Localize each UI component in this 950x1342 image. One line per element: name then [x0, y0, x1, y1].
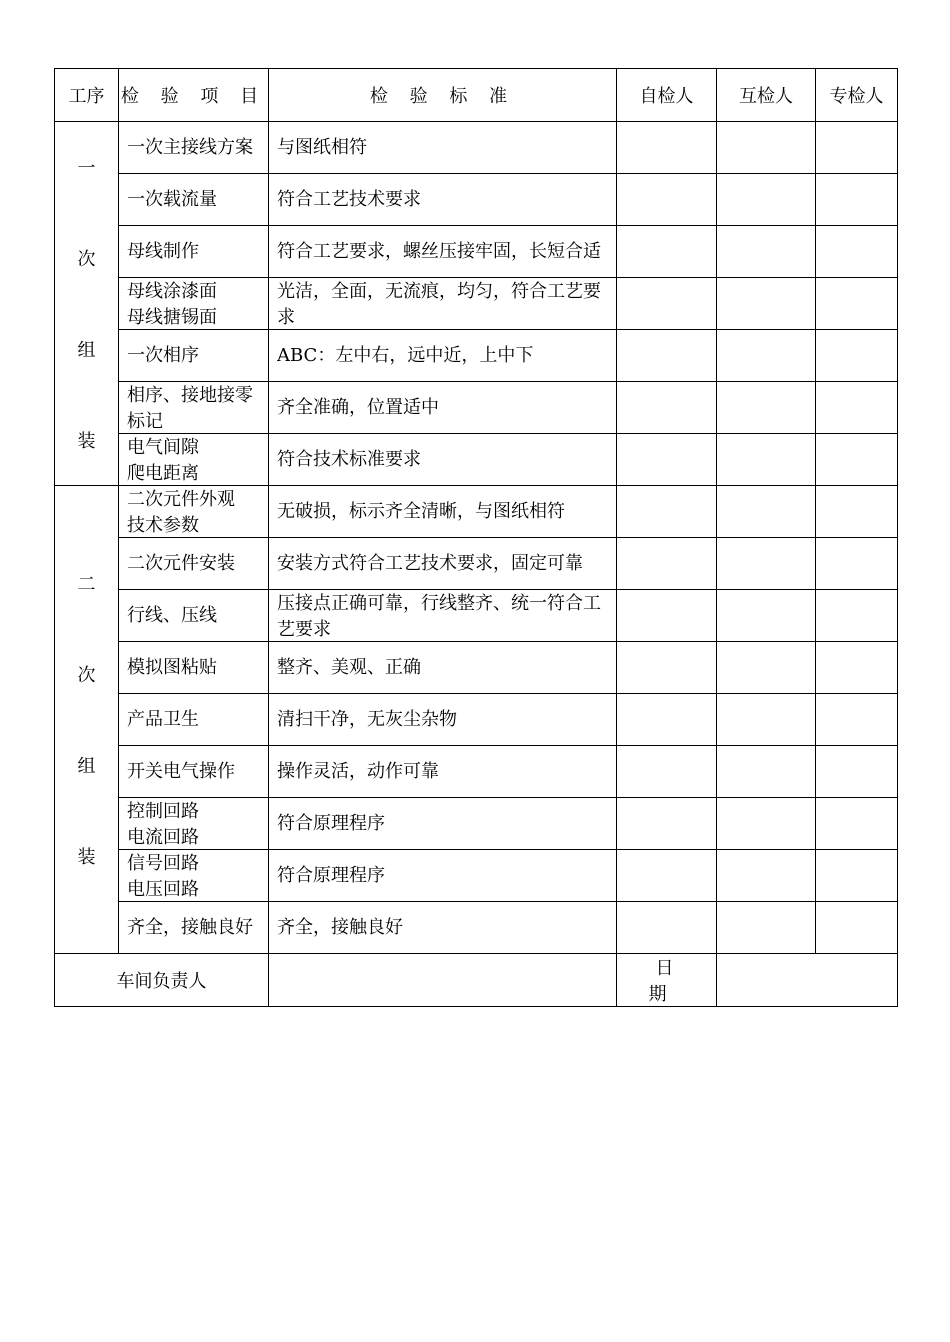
inspection-item-text: 母线制作	[127, 240, 199, 262]
process-label-char: 一	[77, 157, 96, 179]
inspection-standard-text: ABC：左中右，远中近，上中下	[277, 344, 534, 366]
self-check-cell[interactable]	[617, 226, 717, 278]
header-item: 检 验 项 目	[119, 69, 269, 122]
self-check-cell[interactable]	[617, 486, 717, 538]
inspection-item-text: 行线、压线	[127, 604, 217, 626]
mutual-check-cell[interactable]	[717, 850, 816, 902]
mutual-check-cell[interactable]	[717, 746, 816, 798]
inspection-standard	[269, 798, 617, 850]
self-check-cell[interactable]	[617, 694, 717, 746]
inspection-item	[119, 746, 269, 798]
self-check-cell[interactable]	[617, 278, 717, 330]
mutual-check-cell[interactable]	[717, 538, 816, 590]
inspection-item-text: 齐全，接触良好	[127, 916, 253, 938]
header-row	[55, 69, 898, 122]
inspection-standard	[269, 486, 617, 538]
inspection-standard	[269, 850, 617, 902]
inspection-item-text: 控制回路 电流回路	[127, 800, 199, 848]
special-check-cell[interactable]	[816, 434, 898, 486]
process-label-char: 二	[77, 573, 96, 595]
special-check-cell[interactable]	[816, 902, 898, 954]
special-check-cell[interactable]	[816, 850, 898, 902]
special-check-cell[interactable]	[816, 746, 898, 798]
table-row	[55, 590, 898, 642]
table-row	[55, 850, 898, 902]
table-row	[55, 278, 898, 330]
inspection-item	[119, 486, 269, 538]
inspection-item-text: 模拟图粘贴	[127, 656, 217, 678]
mutual-check-cell[interactable]	[717, 434, 816, 486]
table-row	[55, 642, 898, 694]
mutual-check-cell[interactable]	[717, 486, 816, 538]
mutual-check-cell[interactable]	[717, 122, 816, 174]
mutual-check-cell[interactable]	[717, 382, 816, 434]
process-group-label	[55, 122, 119, 486]
inspection-item-text: 二次元件外观 技术参数	[127, 488, 235, 536]
mutual-check-cell[interactable]	[717, 902, 816, 954]
inspection-item	[119, 330, 269, 382]
mutual-check-cell[interactable]	[717, 278, 816, 330]
inspection-item-text: 电气间隙 爬电距离	[127, 436, 199, 484]
inspection-item	[119, 642, 269, 694]
inspection-item	[119, 902, 269, 954]
inspection-table	[54, 68, 898, 1007]
table-row	[55, 798, 898, 850]
inspection-standard-text: 压接点正确可靠，行线整齐、统一符合工艺要求	[277, 592, 601, 640]
special-check-cell[interactable]	[816, 278, 898, 330]
date-label: 日 期	[617, 954, 717, 1007]
inspection-item-text: 相序、接地接零标记	[127, 384, 253, 432]
header-standard: 检 验 标 准	[269, 69, 617, 122]
self-check-cell[interactable]	[617, 174, 717, 226]
self-check-cell[interactable]	[617, 590, 717, 642]
inspection-standard	[269, 434, 617, 486]
header-self-check: 自检人	[617, 69, 717, 122]
inspection-standard-text: 安装方式符合工艺技术要求，固定可靠	[277, 552, 583, 574]
inspection-standard	[269, 330, 617, 382]
inspection-item-text: 母线涂漆面 母线搪锡面	[127, 280, 217, 328]
inspection-item-text: 信号回路 电压回路	[127, 852, 199, 900]
mutual-check-cell[interactable]	[717, 330, 816, 382]
inspection-standard-text: 无破损，标示齐全清晰，与图纸相符	[277, 500, 565, 522]
inspection-standard-text: 光洁，全面，无流痕，均匀，符合工艺要求	[277, 280, 601, 328]
inspection-standard	[269, 226, 617, 278]
inspection-standard	[269, 278, 617, 330]
inspection-standard-text: 齐全，接触良好	[277, 916, 403, 938]
table-row	[55, 174, 898, 226]
inspection-item-text: 一次载流量	[127, 188, 217, 210]
mutual-check-cell[interactable]	[717, 798, 816, 850]
mutual-check-cell[interactable]	[717, 174, 816, 226]
inspection-item	[119, 850, 269, 902]
process-label-char: 组	[77, 340, 96, 362]
self-check-cell[interactable]	[617, 538, 717, 590]
header-special-check: 专检人	[816, 69, 898, 122]
inspection-standard-text: 操作灵活，动作可靠	[277, 760, 439, 782]
process-label-char: 装	[77, 847, 96, 869]
self-check-cell[interactable]	[617, 850, 717, 902]
inspection-standard-text: 清扫干净，无灰尘杂物	[277, 708, 457, 730]
inspection-standard-text: 齐全准确，位置适中	[277, 396, 439, 418]
inspection-item	[119, 538, 269, 590]
special-check-cell[interactable]	[816, 798, 898, 850]
mutual-check-cell[interactable]	[717, 226, 816, 278]
self-check-cell[interactable]	[617, 902, 717, 954]
inspection-standard-text: 整齐、美观、正确	[277, 656, 421, 678]
header-process: 工序	[55, 69, 119, 122]
special-check-cell[interactable]	[816, 590, 898, 642]
inspection-standard	[269, 590, 617, 642]
workshop-head-signature[interactable]	[269, 954, 617, 1007]
table-row	[55, 330, 898, 382]
table-row	[55, 226, 898, 278]
inspection-standard	[269, 746, 617, 798]
inspection-item	[119, 694, 269, 746]
inspection-standard	[269, 694, 617, 746]
mutual-check-cell[interactable]	[717, 642, 816, 694]
special-check-cell[interactable]	[816, 694, 898, 746]
special-check-cell[interactable]	[816, 330, 898, 382]
inspection-standard-text: 符合原理程序	[277, 864, 385, 886]
special-check-cell[interactable]	[816, 226, 898, 278]
process-label-char: 组	[77, 756, 96, 778]
self-check-cell[interactable]	[617, 382, 717, 434]
process-label-char: 次	[77, 664, 96, 686]
inspection-item-text: 一次主接线方案	[127, 136, 253, 158]
self-check-cell[interactable]	[617, 642, 717, 694]
table-row	[55, 694, 898, 746]
table-row	[55, 538, 898, 590]
inspection-item-text: 一次相序	[127, 344, 199, 366]
inspection-standard	[269, 122, 617, 174]
table-row	[55, 382, 898, 434]
table-row	[55, 122, 898, 174]
inspection-item	[119, 226, 269, 278]
inspection-standard	[269, 538, 617, 590]
inspection-standard	[269, 382, 617, 434]
table-row	[55, 746, 898, 798]
inspection-item	[119, 382, 269, 434]
inspection-standard-text: 符合工艺要求，螺丝压接牢固，长短合适	[277, 240, 601, 262]
inspection-standard	[269, 642, 617, 694]
inspection-standard-text: 符合工艺技术要求	[277, 188, 421, 210]
inspection-item	[119, 278, 269, 330]
self-check-cell[interactable]	[617, 122, 717, 174]
mutual-check-cell[interactable]	[717, 590, 816, 642]
special-check-cell[interactable]	[816, 174, 898, 226]
self-check-cell[interactable]	[617, 330, 717, 382]
special-check-cell[interactable]	[816, 486, 898, 538]
inspection-item	[119, 590, 269, 642]
inspection-standard-text: 符合技术标准要求	[277, 448, 421, 470]
header-mutual-check: 互检人	[717, 69, 816, 122]
inspection-standard-text: 与图纸相符	[277, 136, 367, 158]
inspection-item	[119, 174, 269, 226]
inspection-standard	[269, 902, 617, 954]
process-group-label	[55, 486, 119, 954]
table-row	[55, 486, 898, 538]
special-check-cell[interactable]	[816, 538, 898, 590]
inspection-standard-text: 符合原理程序	[277, 812, 385, 834]
inspection-item-text: 产品卫生	[127, 708, 199, 730]
inspection-item	[119, 434, 269, 486]
inspection-item	[119, 122, 269, 174]
process-label-char: 装	[77, 431, 96, 453]
inspection-standard	[269, 174, 617, 226]
special-check-cell[interactable]	[816, 122, 898, 174]
inspection-item-text: 开关电气操作	[127, 760, 235, 782]
self-check-cell[interactable]	[617, 434, 717, 486]
inspection-item	[119, 798, 269, 850]
self-check-cell[interactable]	[617, 798, 717, 850]
footer-row	[55, 954, 898, 1007]
workshop-head-label: 车间负责人	[55, 954, 269, 1007]
process-label-char: 次	[77, 248, 96, 270]
date-value[interactable]	[717, 954, 898, 1007]
table-row	[55, 902, 898, 954]
inspection-item-text: 二次元件安装	[127, 552, 235, 574]
self-check-cell[interactable]	[617, 746, 717, 798]
special-check-cell[interactable]	[816, 642, 898, 694]
table-row	[55, 434, 898, 486]
mutual-check-cell[interactable]	[717, 694, 816, 746]
special-check-cell[interactable]	[816, 382, 898, 434]
